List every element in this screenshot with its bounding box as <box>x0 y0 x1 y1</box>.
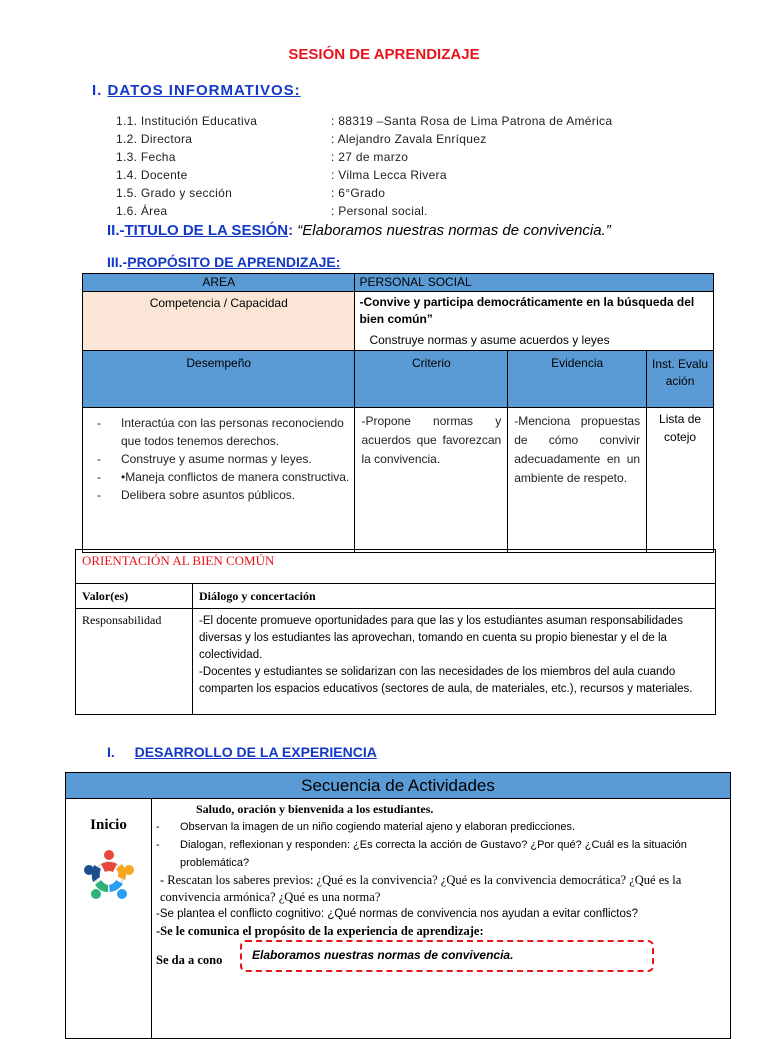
conflict-line <box>156 906 726 923</box>
section2-prefix: II.- <box>107 222 125 239</box>
section4-title: DESARROLLO DE LA EXPERIENCIA <box>134 744 377 760</box>
last-line: Se da a cono <box>156 953 223 967</box>
list-item: - Dialogan, reflexionan y responden: ¿Es correcta la acción de Gustavo? ¿Por qué? ¿Cuál es la situación problemática? <box>156 836 726 872</box>
section2-title: TITULO DE LA SESIÓN <box>124 222 289 239</box>
orientation-value: Responsabilidad <box>76 609 193 715</box>
list-item: - Delibera sobre asuntos públicos. <box>97 486 350 504</box>
info-value: : Vilma Lecca Rivera <box>331 168 447 182</box>
list-item: - Interactúa con las personas reconociendo que todos tenemos derechos. <box>97 414 350 450</box>
session-title-value: “Elaboramos nuestras normas de convivencia.” <box>297 222 611 239</box>
purpose-box <box>240 940 654 972</box>
orientation-table <box>75 549 716 715</box>
info-label: 1.4. Docente <box>116 168 188 182</box>
header-criterio: Criterio <box>355 351 508 408</box>
activities-cell <box>152 799 731 1039</box>
info-label: 1.1. Institución Educativa <box>116 114 258 128</box>
conflict-question: ¿Qué normas de convivencia nos ayudan a evitar conflictos? <box>327 908 638 920</box>
section-datos-informativos <box>92 82 301 99</box>
section-title: DATOS INFORMATIVOS: <box>107 82 301 99</box>
purpose-line: -Se le comunica el propósito de la experiencia de aprendizaje: <box>156 924 484 938</box>
purpose-table <box>82 273 714 553</box>
desempeno-list <box>97 414 350 504</box>
capacidad-value: Construye normas y asume acuerdos y leyes <box>369 333 610 347</box>
section3-prefix: III.- <box>107 254 128 270</box>
instrumento-cell: Lista de cotejo <box>647 408 714 553</box>
orientation-text2: -Docentes y estudiantes se solidarizan con las necesidades de los miembros del aula cuando comparten los espacios educativos (sectores de aula, de materiales, etc.), recursos y materiales. <box>199 666 693 695</box>
list-item: - Construye y asume normas y leyes. <box>97 450 350 468</box>
sequence-header: Secuencia de Actividades <box>66 773 731 799</box>
purpose-box-text: Elaboramos nuestras normas de convivencia. <box>252 948 514 962</box>
section4-number: I. <box>107 744 115 760</box>
area-label: AREA <box>83 274 355 292</box>
section3-title: PROPÓSITO DE APRENDIZAJE: <box>127 254 341 270</box>
section2-colon: : <box>288 222 294 239</box>
info-label: 1.5. Grado y sección <box>116 186 233 200</box>
header-desempeno: Desempeño <box>83 351 355 408</box>
area-value: PERSONAL SOCIAL <box>355 274 714 292</box>
info-label: 1.2. Directora <box>116 132 193 146</box>
competencia-label: Competencia / Capacidad <box>83 292 355 351</box>
prior-knowledge: - Rescatan los saberes previos: ¿Qué es la convivencia? ¿Qué es la convivencia democrática? ¿Qué es la convivencia armónica? ¿Qué es una norma? <box>160 873 682 904</box>
competencia-value: -Convive y participa democráticamente en la búsqueda del bien común” <box>359 295 695 326</box>
section-titulo-sesion <box>107 222 611 239</box>
phase-label: Inicio <box>90 817 127 833</box>
conflict-label: -Se plantea el conflicto cognitivo: <box>156 908 328 920</box>
info-value: : 6°Grado <box>331 186 386 200</box>
activities-list <box>156 818 726 872</box>
criterio-cell: -Propone normas y acuerdos que favorezcan la convivencia. <box>355 408 508 553</box>
phase-cell <box>66 799 152 1039</box>
list-item: - •Maneja conflictos de manera constructiva. <box>97 468 350 486</box>
section-desarrollo <box>107 744 377 760</box>
info-value: : 27 de marzo <box>331 150 409 164</box>
info-label: 1.3. Fecha <box>116 150 176 164</box>
header-evidencia: Evidencia <box>508 351 647 408</box>
orientation-col1-header: Valor(es) <box>76 584 193 609</box>
info-value: : Alejandro Zavala Enríquez <box>331 132 487 146</box>
info-label: 1.6. Área <box>116 204 168 218</box>
page-title: SESIÓN DE APRENDIZAJE <box>288 46 480 63</box>
orientation-text1: -El docente promueve oportunidades para que las y los estudiantes asuman responsabilidades diversas y los estudiantes las aprovechan, tomando en cuenta su propio bienestar y el de la colectividad. <box>199 615 683 661</box>
desempeno-cell <box>83 408 355 553</box>
orientation-col2-header: Diálogo y concertación <box>193 584 716 609</box>
evidencia-cell: -Menciona propuestas de cómo convivir adecuadamente en un ambiente de respeto. <box>508 408 647 553</box>
sequence-table <box>65 772 731 1039</box>
info-value: : Personal social. <box>331 204 428 218</box>
list-item: - Observan la imagen de un niño cogiendo material ajeno y elaboran predicciones. <box>156 818 726 836</box>
orientation-title: ORIENTACIÓN AL BIEN COMÚN <box>76 550 716 584</box>
info-value: : 88319 –Santa Rosa de Lima Patrona de América <box>331 114 613 128</box>
header-instrumento: Inst. Evaluación <box>647 351 714 408</box>
competencia-cell <box>355 292 714 351</box>
greeting: Saludo, oración y bienvenida a los estudiantes. <box>196 802 434 816</box>
orientation-description <box>193 609 716 715</box>
teamwork-icon <box>79 846 139 906</box>
section-number: I. <box>92 82 103 99</box>
section-proposito <box>107 254 340 270</box>
